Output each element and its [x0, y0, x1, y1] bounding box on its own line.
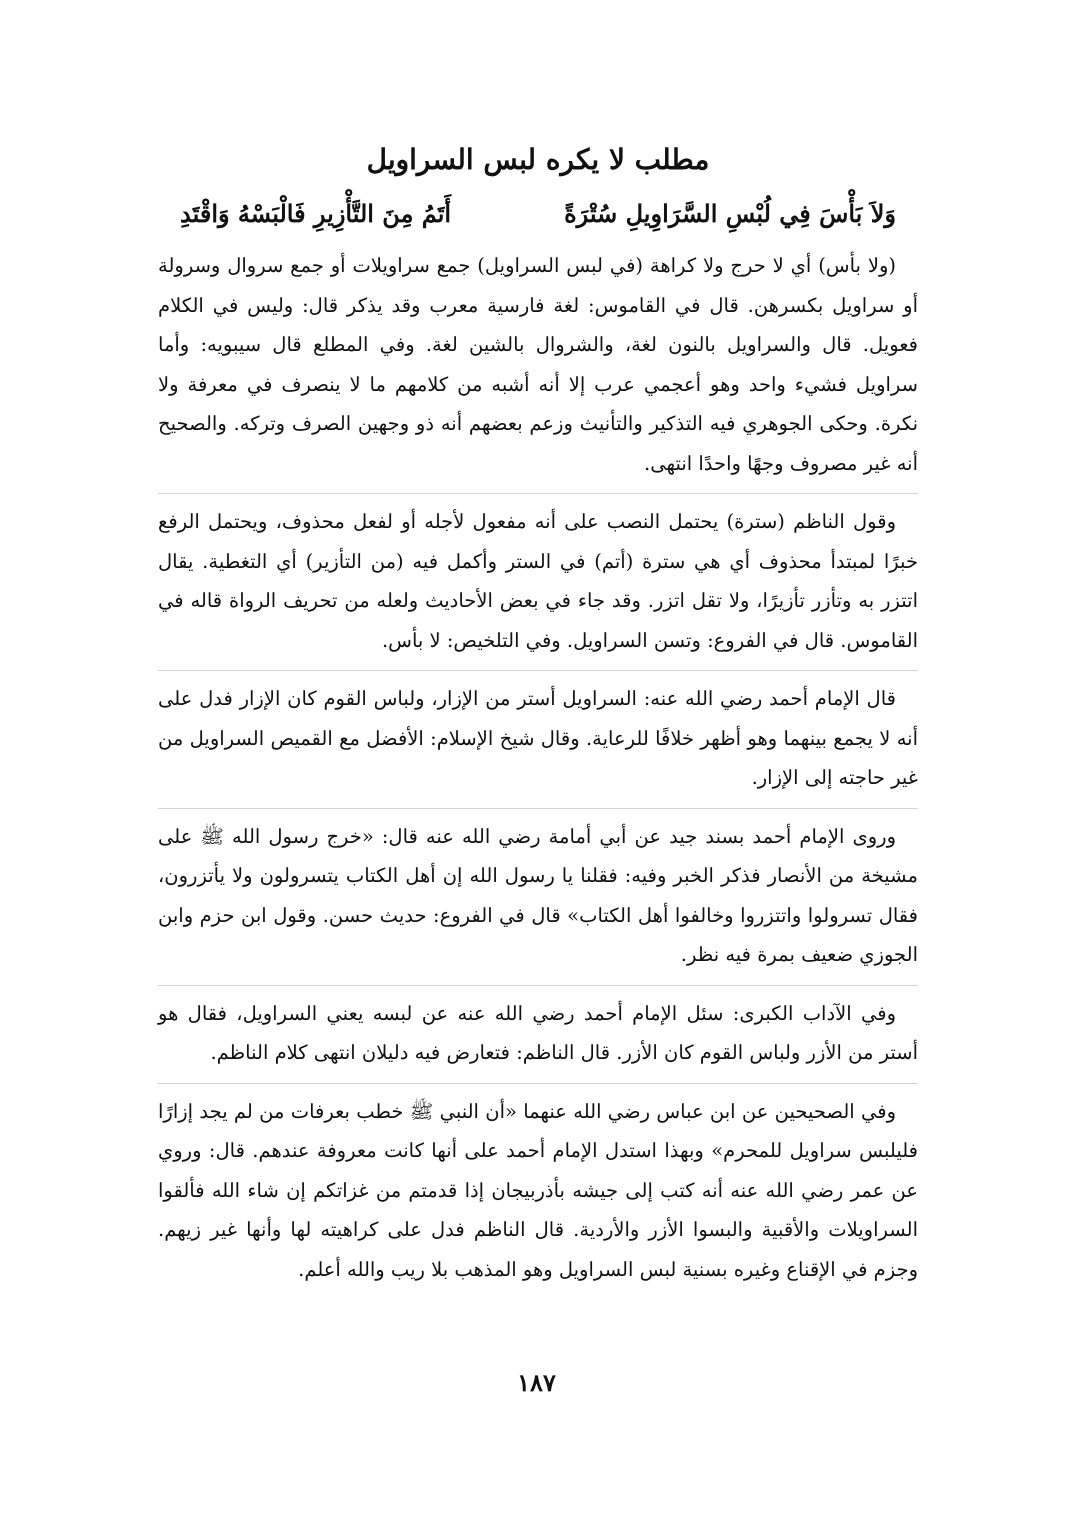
verse-second-hemistich: أَتَمُ مِنَ التَّأْزِيرِ فَالْبَسْهُ وَاقْتَدِ	[180, 199, 452, 228]
paragraph-3: قال الإمام أحمد رضي الله عنه: السراويل أستر من الإزار، ولباس القوم كان الإزار فدل على أنه لا يجمع بينهما وهو أظهر خلافًا للرعاية. وقال شيخ الإسلام: الأفضل مع القميص السراويل من غير حاجته إلى الإزار.	[158, 677, 918, 809]
page-body	[158, 140, 918, 1305]
paragraph-6: وفي الصحيحين عن ابن عباس رضي الله عنهما «أن النبي ﷺ خطب بعرفات من لم يجد إزارًا فليلبس سراويل للمحرم» وبهذا استدل الإمام أحمد على أنها كانت معروفة عندهم. قال: وروي عن عمر رضي الله عنه أنه كتب إلى جيشه بأذربيجان إذا قدمتم من غزاتكم إن شاء الله فألقوا السراويلات والأقبية والبسوا الأزر والأردية. قال الناظم فدل على كراهيته لها وأنها غير زيهم. وجزم في الإقناع وغيره بسنية لبس السراويل وهو المذهب بلا ريب والله أعلم.	[158, 1099, 918, 1281]
verse-first-hemistich: وَلاَ بَأْسَ فِي لُبْسِ السَّرَاوِيلِ سُتْرَةً	[564, 199, 896, 228]
paragraph-2: وقول الناظم (سترة) يحتمل النصب على أنه مفعول لأجله أو لفعل محذوف، ويحتمل الرفع خبرًا لمبتدأ محذوف أي هي سترة (أتم) في الستر وأكمل فيه (من التأزير) أي التغطية. يقال اتتزر به وتأزر تأزيرًا، ولا تقل اتزر. وقد جاء في بعض الأحاديث ولعله من تحريف الرواة قاله في القاموس. قال في الفروع: وتسن السراويل. وفي التلخيص: لا بأس.	[158, 500, 918, 671]
page-number: ١٨٧	[517, 1368, 556, 1397]
paragraph-4: وروى الإمام أحمد بسند جيد عن أبي أمامة رضي الله عنه قال: «خرج رسول الله ﷺ على مشيخة من الأنصار فذكر الخبر وفيه: فقلنا يا رسول الله إن أهل الكتاب يتسرولون ولا يأتزرون، فقال تسرولوا واتتزروا وخالفوا أهل الكتاب» قال في الفروع: حديث حسن. وقول ابن حزم وابن الجوزي ضعيف بمرة فيه نظر.	[158, 815, 918, 986]
poem-verse	[180, 194, 896, 234]
paragraph-5: وفي الآداب الكبرى: سئل الإمام أحمد رضي الله عنه عن لبسه يعني السراويل، فقال هو أستر من الأزر ولباس القوم كان الأزر. قال الناظم: فتعارض فيه دليلان انتهى كلام الناظم.	[158, 992, 918, 1084]
paragraph-1: (ولا بأس) أي لا حرج ولا كراهة (في لبس السراويل) جمع سراويلات أو جمع سروال وسرولة أو سراويل بكسرهن. قال في القاموس: لغة فارسية معرب وقد يذكر قال: وليس في الكلام فعويل. قال والسراويل بالنون لغة، والشروال بالشين لغة. وفي المطلع قال سيبويه: وأما سراويل فشيء واحد وهو أعجمي عرب إلا أنه أشبه من كلامهم ما لا ينصرف في معرفة ولا نكرة. وحكى الجوهري فيه التذكير والتأنيث وزعم بعضهم أنه ذو وجهين الصرف وتركه. والصحيح أنه غير مصروف وجهًا واحدًا انتهى.	[158, 244, 918, 494]
section-title: مطلب لا يكره لبس السراويل	[366, 143, 710, 176]
